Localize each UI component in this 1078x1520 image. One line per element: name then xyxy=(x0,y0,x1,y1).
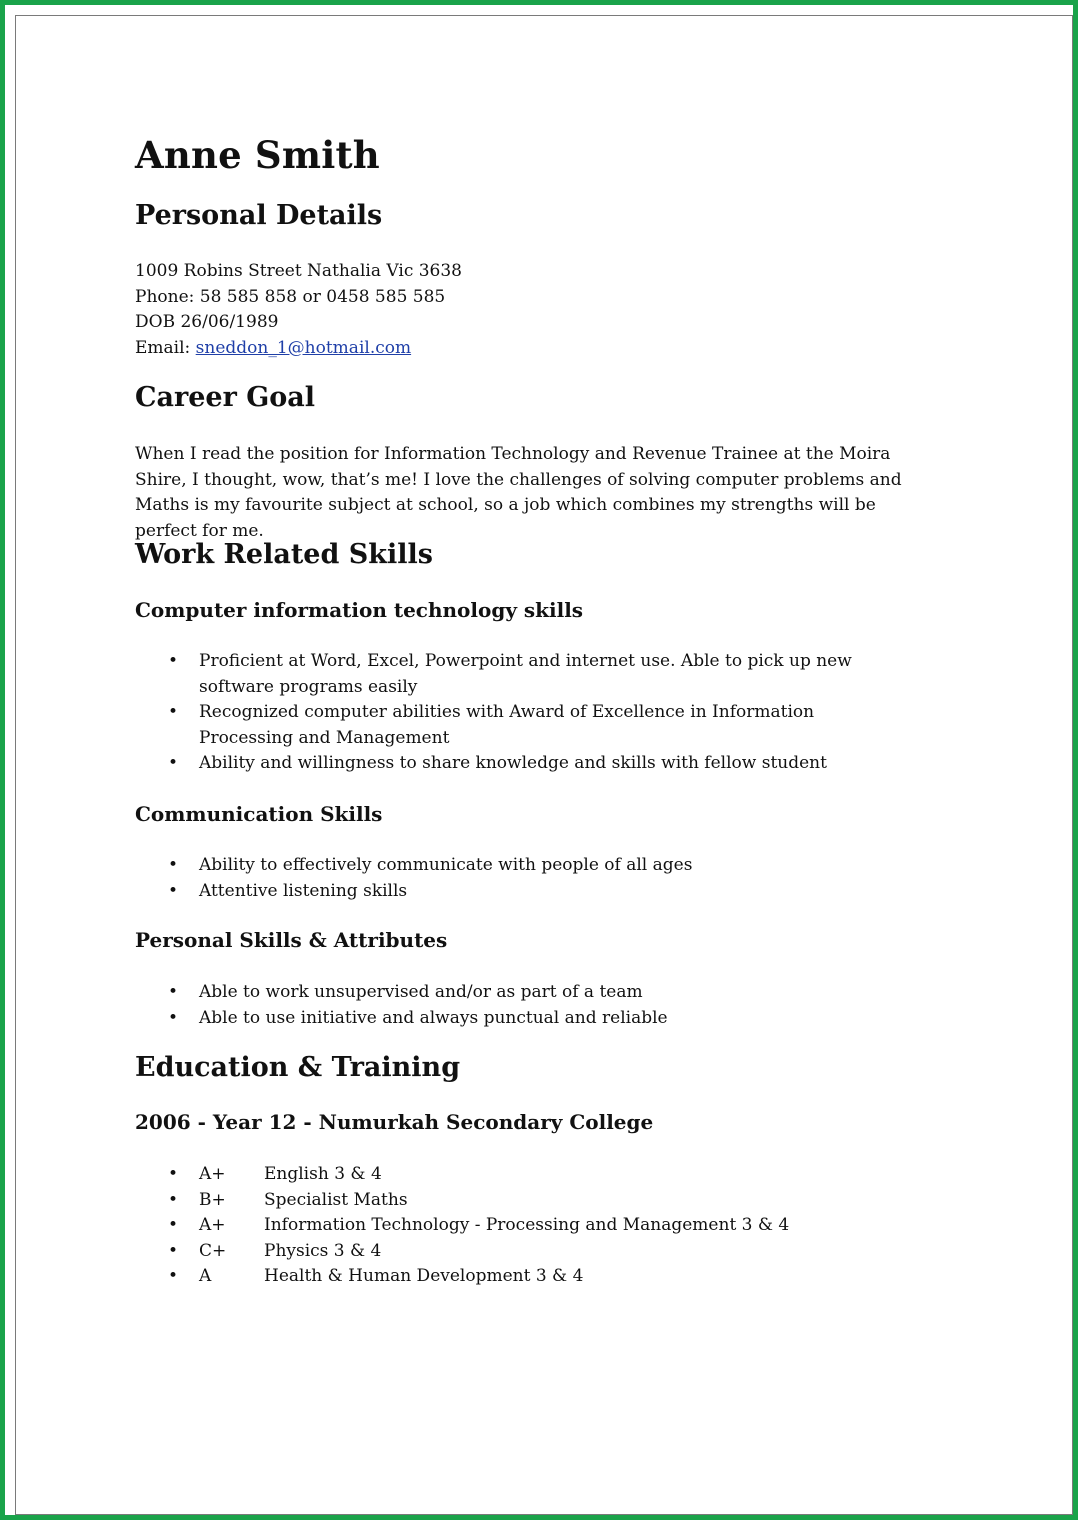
address-line: 1009 Robins Street Nathalia Vic 3638 xyxy=(135,261,463,281)
grade-row: • A+ Information Technology - Processing and Management 3 & 4 xyxy=(135,1213,855,1239)
school-heading: 2006 - Year 12 - Numurkah Secondary College xyxy=(135,1110,654,1134)
dob-line: DOB 26/06/1989 xyxy=(135,312,279,332)
computer-skills-heading: Computer information technology skills xyxy=(135,598,584,622)
list-item: • Ability and willingness to share knowledge and skills with fellow student xyxy=(168,753,827,773)
list-item: • Attentive listening skills xyxy=(168,880,408,901)
grade-row: • B+ Specialist Maths xyxy=(135,1188,855,1214)
list-item: • Proficient at Word, Excel, Powerpoint and internet use. Able to pick up new software programs easily xyxy=(168,651,852,697)
list-item: • Able to use initiative and always punctual and reliable xyxy=(168,1007,668,1028)
grade-value: A+ xyxy=(199,1215,226,1235)
grade-subject: Health & Human Development 3 & 4 xyxy=(264,1266,584,1286)
career-goal-text: When I read the position for Information Technology and Revenue Trainee at the Moira Shire, I thought, wow, that’s me! I love the challenges of solving computer problems and Maths is my favourite subject at school, so a job which combines my strengths will be perfect for me. xyxy=(135,444,902,541)
personal-skills-list xyxy=(135,980,855,1031)
grade-value: C+ xyxy=(199,1240,227,1261)
email-label: Email: xyxy=(135,337,196,358)
education-heading: Education & Training xyxy=(135,1052,461,1083)
grade-subject: Information Technology - Processing and Management 3 & 4 xyxy=(264,1215,790,1235)
communication-skills-heading: Communication Skills xyxy=(135,802,383,826)
personal-skills-heading: Personal Skills & Attributes xyxy=(135,928,448,952)
grade-value: A xyxy=(199,1266,212,1286)
grade-subject: English 3 & 4 xyxy=(264,1164,382,1184)
phone-line: Phone: 58 585 858 or 0458 585 585 xyxy=(135,286,446,307)
work-skills-heading: Work Related Skills xyxy=(135,539,433,570)
grades-list xyxy=(135,1162,855,1290)
grade-value: B+ xyxy=(199,1189,226,1210)
computer-skills-list xyxy=(135,649,855,777)
list-item: • Able to work unsupervised and/or as part of a team xyxy=(168,982,643,1002)
grade-row: • C+ Physics 3 & 4 xyxy=(135,1239,855,1265)
personal-details-heading: Personal Details xyxy=(135,200,383,231)
list-item: • Ability to effectively communicate with people of all ages xyxy=(168,855,693,875)
resume-name: Anne Smith xyxy=(135,133,380,177)
career-goal-heading: Career Goal xyxy=(135,382,316,413)
grade-row: • A Health & Human Development 3 & 4 xyxy=(135,1264,855,1290)
email-line xyxy=(135,336,411,362)
grade-subject: Specialist Maths xyxy=(264,1189,408,1210)
grade-row: • A+ English 3 & 4 xyxy=(135,1162,855,1188)
email-link[interactable]: sneddon_1@hotmail.com xyxy=(195,337,412,358)
grade-subject: Physics 3 & 4 xyxy=(264,1240,382,1261)
list-item: • Recognized computer abilities with Award of Excellence in Information Processing and Management xyxy=(168,702,815,748)
communication-skills-list xyxy=(135,853,855,904)
grade-value: A+ xyxy=(199,1164,226,1184)
